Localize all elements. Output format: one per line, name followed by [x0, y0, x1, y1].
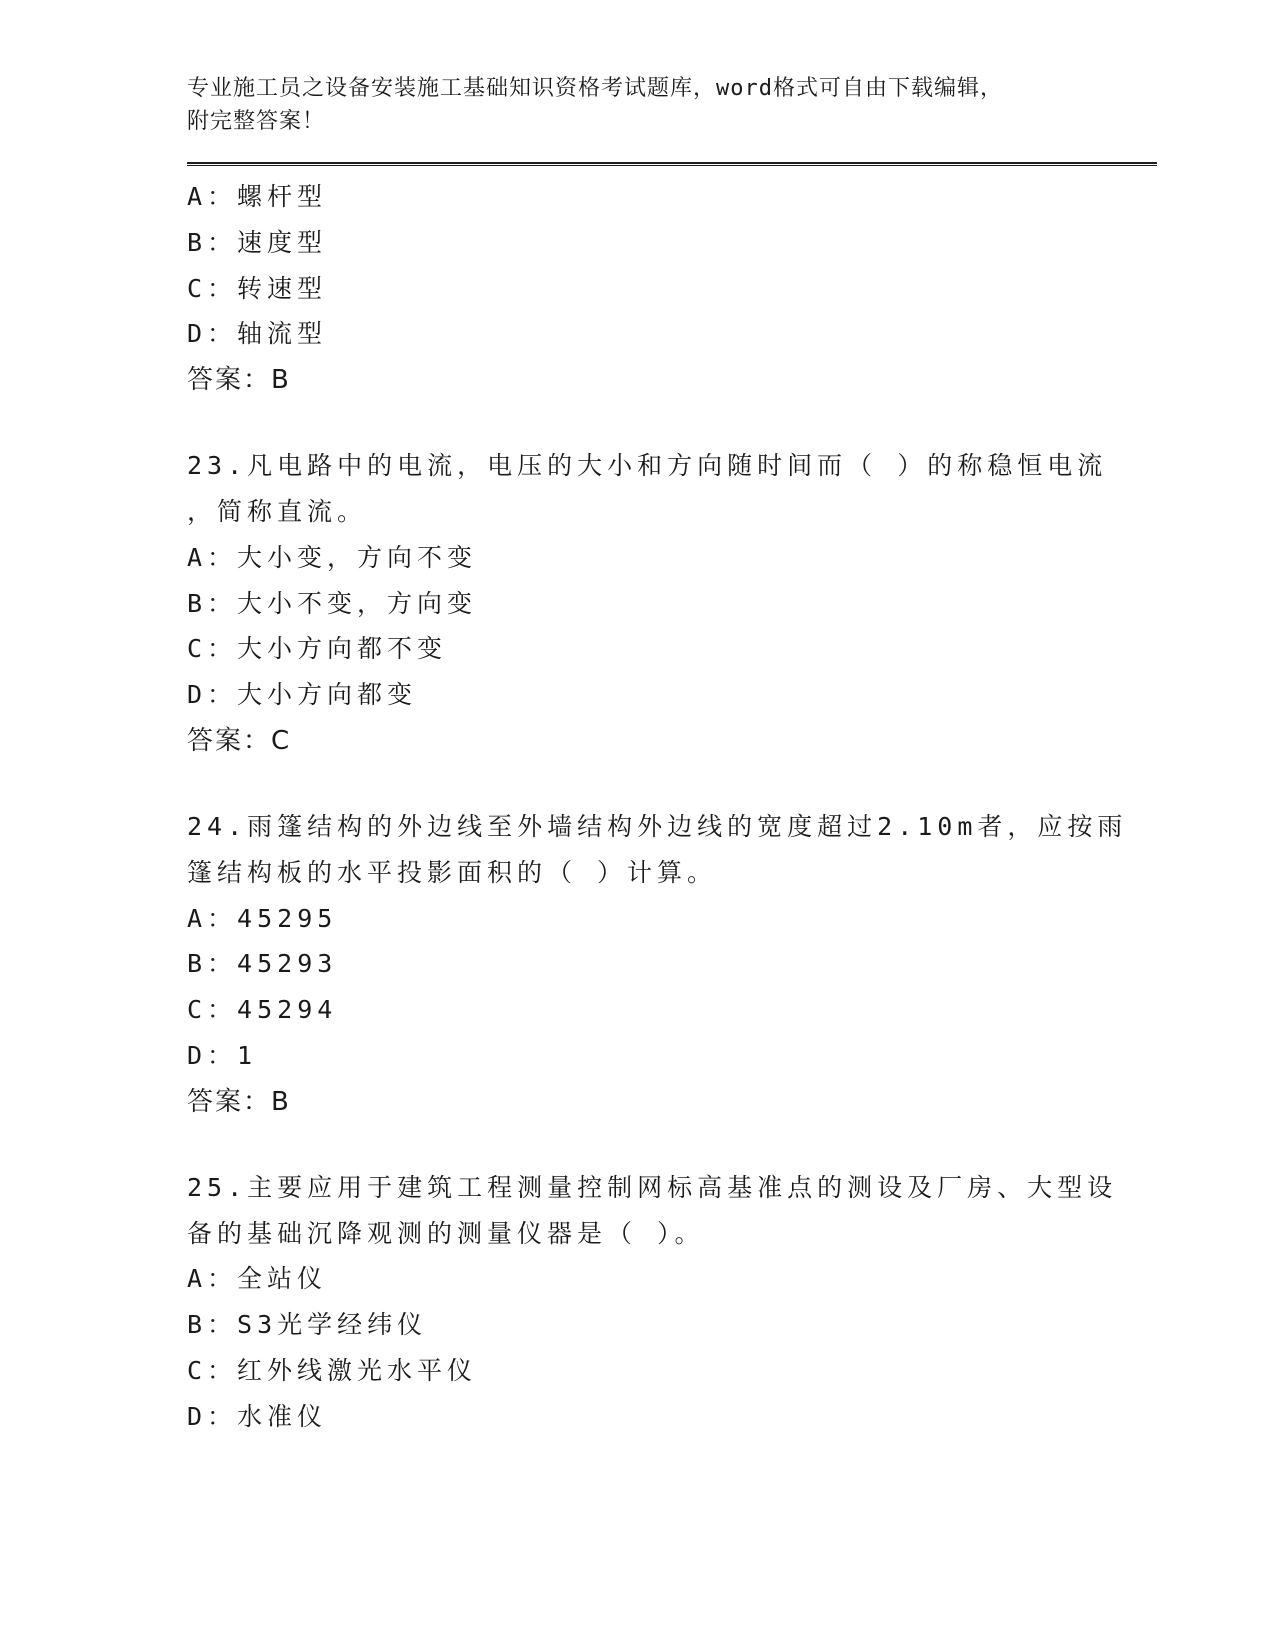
option-d: D：大小方向都变 [187, 680, 418, 710]
answer-line: 答案：B [187, 365, 291, 396]
question-text-line: ，简称直流。 [187, 496, 368, 526]
option-c: C：大小方向都不变 [187, 634, 448, 664]
header-line-1: 专业施工员之设备安装施工基础知识资格考试题库，word格式可自由下载编辑， [187, 76, 1003, 101]
option-b: B：速度型 [187, 227, 328, 257]
question-text-line: 24.雨篷结构的外边线至外墙结构外边线的宽度超过2.10m者，应按雨 [187, 811, 1128, 841]
question-text-line: 25.主要应用于建筑工程测量控制网标高基准点的测设及厂房、大型设 [187, 1172, 1118, 1202]
option-c: C：45294 [187, 995, 338, 1025]
question-text-line: 23.凡电路中的电流，电压的大小和方向随时间而（ ）的称稳恒电流 [187, 451, 1108, 481]
question-25 [187, 1165, 1157, 1440]
option-b: B：S3光学经纬仪 [187, 1310, 428, 1340]
question-list [187, 174, 1157, 1440]
option-a: A：45295 [187, 903, 338, 933]
answer-line: 答案：C [187, 725, 292, 756]
document-page [187, 72, 1157, 1440]
header-divider [187, 162, 1157, 166]
option-d: D：1 [187, 1040, 258, 1070]
question-23 [187, 443, 1157, 764]
option-a: A：大小变，方向不变 [187, 542, 478, 572]
option-d: D：轴流型 [187, 319, 328, 349]
question-22-tail [187, 174, 1157, 403]
document-header [187, 72, 1157, 138]
header-line-2: 附完整答案！ [187, 109, 326, 134]
option-c: C：红外线激光水平仪 [187, 1355, 478, 1385]
question-text-line: 篷结构板的水平投影面积的（ ）计算。 [187, 857, 718, 887]
question-24 [187, 804, 1157, 1125]
option-b: B：大小不变，方向变 [187, 588, 478, 618]
option-b: B：45293 [187, 949, 338, 979]
option-d: D：水准仪 [187, 1401, 328, 1431]
answer-line: 答案：B [187, 1086, 291, 1117]
option-c: C：转速型 [187, 273, 328, 303]
question-text-line: 备的基础沉降观测的测量仪器是（ ）。 [187, 1218, 705, 1248]
option-a: A：螺杆型 [187, 182, 328, 211]
option-a: A：全站仪 [187, 1264, 328, 1294]
